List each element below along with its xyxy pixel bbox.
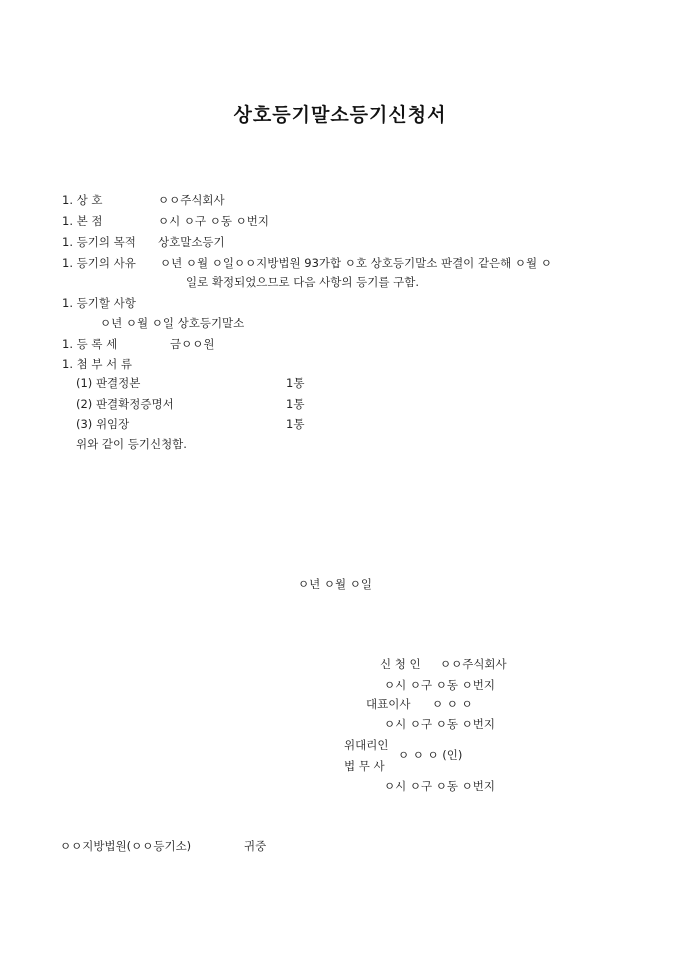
attachment-qty-2: 1통 (286, 397, 305, 411)
attachment-name-1: (1) 판결정본 (76, 376, 141, 390)
agent-label: 위대리인 (344, 738, 389, 752)
item-value-registration-matter: ㅇ년 ㅇ월 ㅇ일 상호등기말소 (100, 316, 245, 330)
closing-statement: 위와 같이 등기신청함. (76, 437, 187, 451)
agent-address: ㅇ시 ㅇ구 ㅇ동 ㅇ번지 (384, 779, 495, 793)
lawyer-label: 법 무 사 (344, 759, 385, 773)
representative-label: 대표이사 (366, 697, 411, 711)
item-label-purpose: 1. 등기의 목적 (62, 235, 136, 249)
item-label-attachments: 1. 첨 부 서 류 (62, 357, 133, 371)
item-label-registration-tax: 1. 등 록 세 (62, 337, 118, 351)
item-label-reason: 1. 등기의 사유 (62, 256, 136, 270)
item-label-head-office: 1. 본 점 (62, 214, 103, 228)
representative-name: ㅇ ㅇ ㅇ (432, 697, 473, 711)
agent-name: ㅇ ㅇ ㅇ (인) (398, 748, 463, 762)
item-value-registration-tax: 금ㅇㅇ원 (170, 337, 215, 351)
item-value-reason-cont: 일로 확정되었으므로 다음 사항의 등기를 구함. (186, 275, 420, 289)
item-label-registration-matter: 1. 등기할 사항 (62, 296, 136, 310)
item-value-head-office: ㅇ시 ㅇ구 ㅇ동 ㅇ번지 (158, 214, 269, 228)
document-date: ㅇ년 ㅇ월 ㅇ일 (298, 577, 372, 591)
attachment-name-2: (2) 판결확정증명서 (76, 397, 174, 411)
page-title: 상호등기말소등기신청서 (233, 104, 447, 126)
attachment-qty-3: 1통 (286, 417, 305, 431)
representative-address: ㅇ시 ㅇ구 ㅇ동 ㅇ번지 (384, 717, 495, 731)
item-label-trade-name: 1. 상 호 (62, 193, 103, 207)
item-value-purpose: 상호말소등기 (158, 235, 225, 249)
attachment-qty-1: 1통 (286, 376, 305, 390)
addressee-court: ㅇㅇ지방법원(ㅇㅇ등기소) (60, 839, 192, 853)
applicant-name: ㅇㅇ주식회사 (440, 657, 507, 671)
item-value-trade-name: ㅇㅇ주식회사 (158, 193, 225, 207)
attachment-name-3: (3) 위임장 (76, 417, 130, 431)
item-value-reason: ㅇ년 ㅇ월 ㅇ일ㅇㅇ지방법원 93가합 ㅇ호 상호등기말소 판결이 같은해 ㅇ월 ㅇ (160, 256, 552, 270)
applicant-address: ㅇ시 ㅇ구 ㅇ동 ㅇ번지 (384, 678, 495, 692)
applicant-label: 신 청 인 (380, 657, 421, 671)
addressee-suffix: 귀중 (244, 839, 267, 853)
